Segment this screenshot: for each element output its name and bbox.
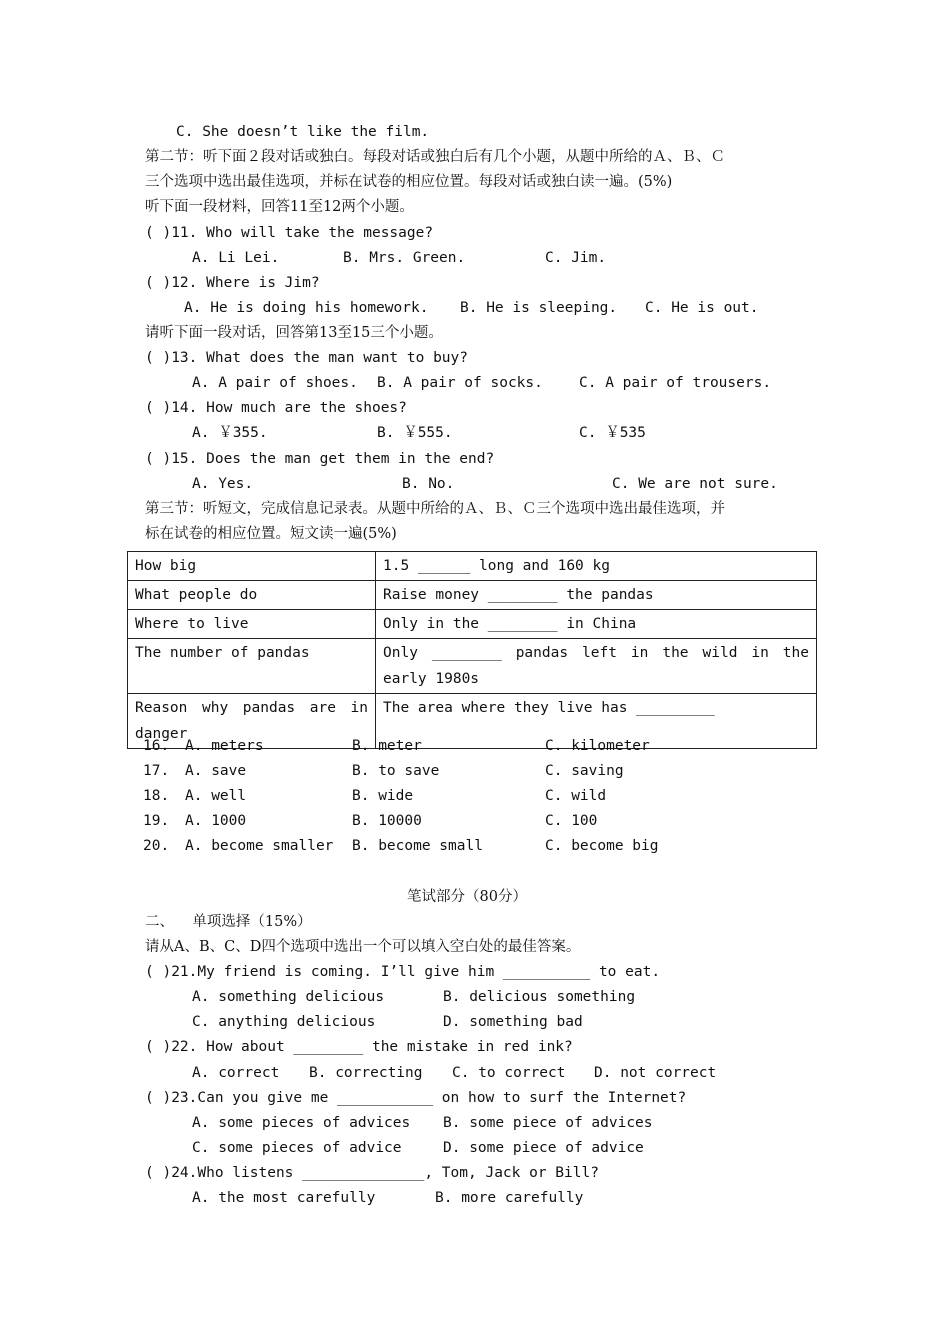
q12-stem: ( )12. Where is Jim? <box>145 275 320 291</box>
q15-option-b: B. No. <box>402 476 455 492</box>
q14-option-a: A. ￥355. <box>192 425 268 441</box>
table-cell-label: Where to live <box>128 610 376 639</box>
q22-option-a: A. correct <box>192 1065 280 1081</box>
q13-option-b: B. A pair of socks. <box>377 375 543 391</box>
info-record-table <box>127 551 817 749</box>
q13-stem: ( )13. What does the man want to buy? <box>145 350 469 366</box>
q12-option-b: B. He is sleeping. <box>460 300 618 316</box>
q21-stem: ( )21.My friend is coming. I’ll give him __________ to eat. <box>145 964 661 980</box>
q20-option-a: A. become smaller <box>185 838 334 854</box>
q22-stem: ( )22. How about ________ the mistake in red ink? <box>145 1039 573 1055</box>
section3-heading-line2: 标在试卷的相应位置。短文读一遍(5%) <box>145 526 397 542</box>
q14-stem: ( )14. How much are the shoes? <box>145 400 407 416</box>
q11-option-a: A. Li Lei. <box>192 250 280 266</box>
q21-option-a: A. something delicious <box>192 989 385 1005</box>
q16-option-a: A. meters <box>185 738 264 754</box>
q11-stem: ( )11. Who will take the message? <box>145 225 434 241</box>
section2-heading-line2: 三个选项中选出最佳选项，并标在试卷的相应位置。每段对话或独白读一遍。(5%) <box>145 174 673 190</box>
table-row <box>128 552 817 581</box>
q23-option-a: A. some pieces of advices <box>192 1115 411 1131</box>
table-row <box>128 581 817 610</box>
q12-option-a: A. He is doing his homework. <box>184 300 429 316</box>
q17-option-b: B. to save <box>352 763 440 779</box>
q18-number: 18. <box>143 788 170 804</box>
table-cell-value: 1.5 ______ long and 160 kg <box>376 552 817 581</box>
table-row <box>128 610 817 639</box>
written-part-title: 笔试部分（80分） <box>407 889 527 905</box>
table-cell-value: The area where they live has _________ <box>376 694 817 749</box>
q15-stem: ( )15. Does the man get them in the end? <box>145 451 495 467</box>
q13-option-a: A. A pair of shoes. <box>192 375 358 391</box>
table-cell-label: How big <box>128 552 376 581</box>
q19-number: 19. <box>143 813 170 829</box>
q24-option-a: A. the most carefully <box>192 1190 376 1206</box>
q18-option-b: B. wide <box>352 788 414 804</box>
section-heading-single-choice: 二、 单项选择（15%） <box>145 914 312 930</box>
q15-option-c: C. We are not sure. <box>612 476 778 492</box>
q18-option-c: C. wild <box>545 788 607 804</box>
section3-heading-line1: 第三节：听短文，完成信息记录表。从题中所给的Ａ、Ｂ、Ｃ三个选项中选出最佳选项，并 <box>145 501 725 517</box>
q17-number: 17. <box>143 763 170 779</box>
q24-option-b: B. more carefully <box>435 1190 584 1206</box>
q23-option-b: B. some piece of advices <box>443 1115 653 1131</box>
section2-heading-line1: 第二节：听下面２段对话或独白。每段对话或独白后有几个小题，从题中所给的Ａ、Ｂ、Ｃ <box>145 149 725 165</box>
q22-option-c: C. to correct <box>452 1065 566 1081</box>
q22-option-b: B. correcting <box>309 1065 423 1081</box>
table-cell-value: Raise money ________ the pandas <box>376 581 817 610</box>
q24-stem: ( )24.Who listens ______________, Tom, Jack or Bill? <box>145 1165 599 1181</box>
q20-number: 20. <box>143 838 170 854</box>
q15-option-a: A. Yes. <box>192 476 254 492</box>
q18-option-a: A. well <box>185 788 247 804</box>
q20-option-c: C. become big <box>545 838 659 854</box>
q19-option-a: A. 1000 <box>185 813 247 829</box>
q17-option-a: A. save <box>185 763 247 779</box>
q19-option-b: B. 10000 <box>352 813 422 829</box>
table-cell-label: What people do <box>128 581 376 610</box>
q11-option-c: C. Jim. <box>545 250 607 266</box>
q13-option-c: C. A pair of trousers. <box>579 375 772 391</box>
q14-option-c: C. ￥535 <box>579 425 646 441</box>
q19-option-c: C. 100 <box>545 813 598 829</box>
q10-option-c: C. She doesn’t like the film. <box>176 124 430 140</box>
q21-option-b: B. delicious something <box>443 989 636 1005</box>
table-cell-label: The number of pandas <box>128 639 376 694</box>
q23-stem: ( )23.Can you give me ___________ on how to surf the Internet? <box>145 1090 687 1106</box>
section2-intro-1: 听下面一段材料，回答11至12两个小题。 <box>145 199 414 215</box>
q17-option-c: C. saving <box>545 763 624 779</box>
table-cell-value: Only in the ________ in China <box>376 610 817 639</box>
q23-option-d: D. some piece of advice <box>443 1140 644 1156</box>
q20-option-b: B. become small <box>352 838 483 854</box>
table-cell-value: Only ________ pandas left in the wild in the early 1980s <box>376 639 817 694</box>
q14-option-b: B. ￥555. <box>377 425 453 441</box>
q22-option-d: D. not correct <box>594 1065 717 1081</box>
q21-option-d: D. something bad <box>443 1014 583 1030</box>
section2-intro-2: 请听下面一段对话，回答第13至15三个小题。 <box>145 325 443 341</box>
q12-option-c: C. He is out. <box>645 300 759 316</box>
q23-option-c: C. some pieces of advice <box>192 1140 402 1156</box>
q16-option-c: C. kilometer <box>545 738 650 754</box>
written-instruction: 请从A、B、C、D四个选项中选出一个可以填入空白处的最佳答案。 <box>145 939 581 955</box>
q16-number: 16. <box>143 738 170 754</box>
table-row <box>128 639 817 694</box>
q11-option-b: B. Mrs. Green. <box>343 250 466 266</box>
q21-option-c: C. anything delicious <box>192 1014 376 1030</box>
table-cell-label: Reason why pandas are in danger <box>128 694 376 749</box>
q16-option-b: B. meter <box>352 738 422 754</box>
